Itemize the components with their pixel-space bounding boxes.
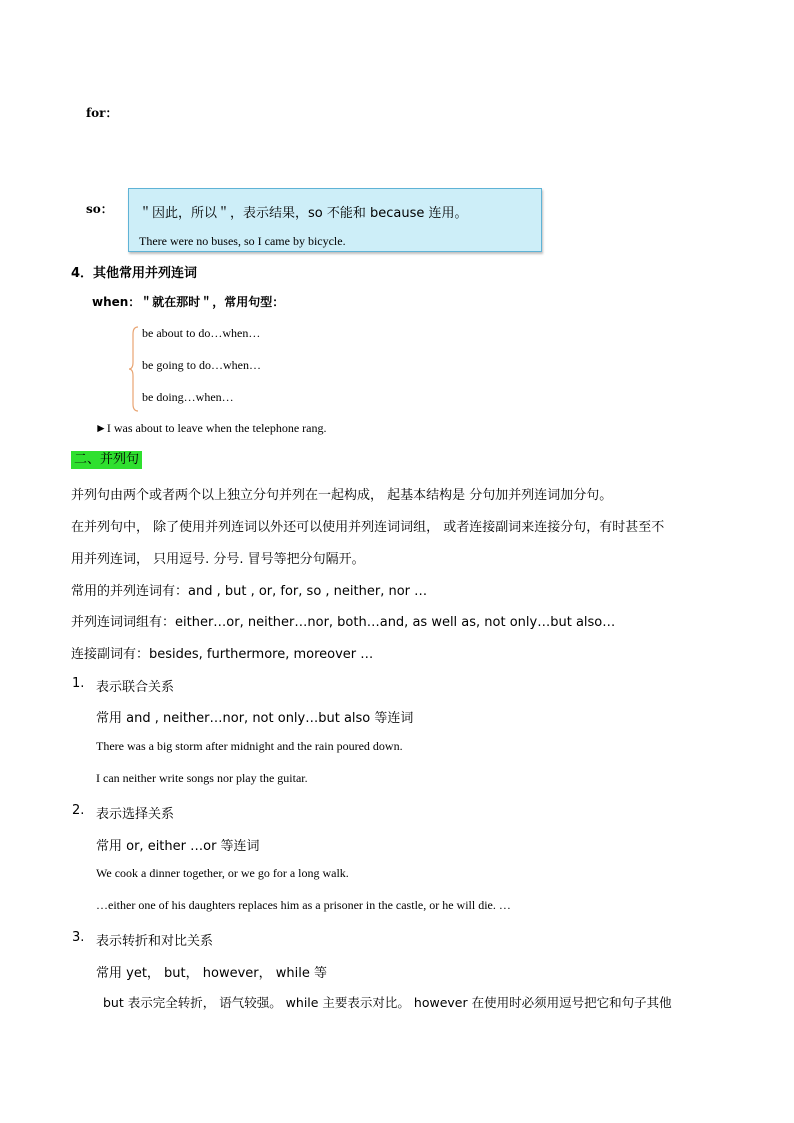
- list-item-example: We cook a dinner together, or we go for a long walk.: [96, 866, 349, 880]
- list-item-line: but 表示完全转折， 语气较强。 while 主要表示对比。 however 在使用时必须用逗号把它和句子其他: [103, 995, 672, 1010]
- list-item-line: 常用 or, either …or 等连词: [96, 839, 260, 854]
- list-item-title: 表示联合关系: [96, 680, 175, 695]
- intro-line-1: 并列句由两个或者两个以上独立分句并列在一起构成， 起基本结构是 分句加并列连词加分句。: [71, 488, 613, 503]
- list-item-line: 常用 yet， but， however， while 等: [96, 966, 327, 981]
- when-example: ►I was about to leave when the telephone rang.: [95, 421, 327, 435]
- list-item-example: I can neither write songs nor play the guitar.: [96, 771, 308, 785]
- pattern-item: be going to do…when…: [142, 358, 261, 372]
- intro-line-2b: 用并列连词， 只用逗号. 分号. 冒号等把分句隔开。: [71, 552, 365, 567]
- list-item-example: …either one of his daughters replaces him as a prisoner in the castle, or he will die. …: [96, 898, 511, 912]
- so-callout-box: [128, 188, 542, 252]
- list-item-number: 2.: [72, 803, 85, 818]
- pattern-item: be doing…when…: [142, 390, 234, 404]
- list-item-number: 1.: [72, 676, 85, 691]
- list-item-title: 表示选择关系: [96, 807, 175, 822]
- so-label: so：: [86, 202, 113, 216]
- list-item-example: There was a big storm after midnight and the rain poured down.: [96, 739, 403, 753]
- brace-icon: [129, 326, 139, 412]
- common-conjunctions: 常用的并列连词有：and , but , or, for, so , neither, nor …: [71, 584, 428, 599]
- conjunctive-adverbs: 连接副词有：besides, furthermore, moreover …: [71, 647, 374, 662]
- section4-heading: 4．其他常用并列连词: [71, 266, 198, 281]
- callout-definition: ＂因此，所以＂，表示结果，so 不能和 because 连用。: [139, 206, 468, 221]
- for-label: for：: [86, 106, 118, 120]
- conjunction-phrases: 并列连词词组有：either…or, neither…nor, both…and, as well as, not only…but also…: [71, 615, 616, 630]
- list-item-title: 表示转折和对比关系: [96, 934, 214, 949]
- section2-tag: 二、并列句: [71, 451, 142, 469]
- list-item-line: 常用 and , neither…nor, not only…but also 等连词: [96, 711, 414, 726]
- callout-example: There were no buses, so I came by bicycle.: [139, 234, 346, 248]
- pattern-item: be about to do…when…: [142, 326, 261, 340]
- when-line: when：＂就在那时＂，常用句型：: [92, 295, 285, 309]
- intro-line-2a: 在并列句中， 除了使用并列连词以外还可以使用并列连词词组， 或者连接副词来连接分句，有时甚至不: [71, 520, 665, 535]
- list-item-number: 3.: [72, 930, 85, 945]
